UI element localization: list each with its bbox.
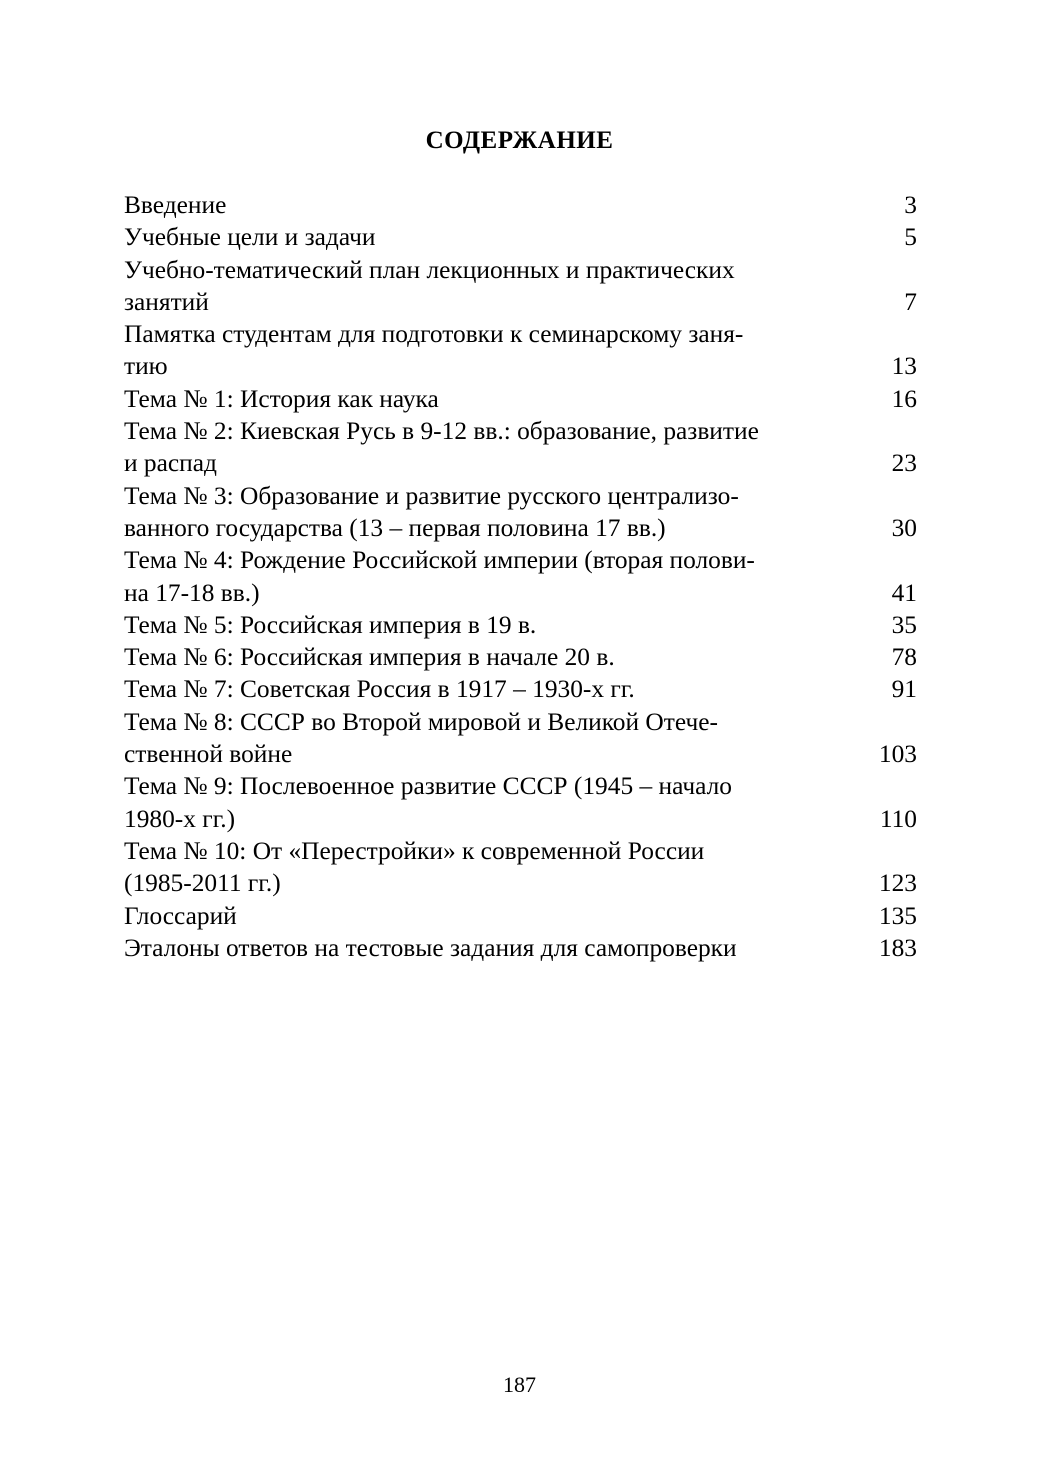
toc-entry-plan xyxy=(124,254,917,319)
toc-entry-text: Введение xyxy=(124,191,227,219)
toc-entry-page: 23 xyxy=(891,449,917,478)
page-title: СОДЕРЖАНИЕ xyxy=(425,127,614,154)
toc-entry-page: 13 xyxy=(891,352,917,381)
toc-entry-topic-2 xyxy=(124,415,917,480)
toc-entry-page: 3 xyxy=(904,191,917,219)
toc-entry-page: 30 xyxy=(891,513,917,542)
toc-entry-topic-10 xyxy=(124,835,917,900)
toc-entry-topic-7 xyxy=(124,673,917,705)
toc-entry-page: 5 xyxy=(904,223,917,252)
toc-entry-text: Учебно-тематический план лекционных и практических занятий xyxy=(124,255,735,316)
toc-entry-topic-4 xyxy=(124,544,917,609)
toc-entry-page: 41 xyxy=(891,578,917,607)
toc-entry-topic-1 xyxy=(124,383,917,415)
toc-entry-page: 16 xyxy=(891,384,917,413)
toc-entry-memo xyxy=(124,318,917,383)
toc-entry-text: Тема № 9: Послевоенное развитие СССР (1945 – начало 1980-х гг.) xyxy=(124,772,732,833)
toc-entry-topic-9 xyxy=(124,770,917,835)
toc-entry-glossary xyxy=(124,900,917,932)
toc-entry-page: 123 xyxy=(878,869,917,898)
toc-entry-page: 35 xyxy=(891,610,917,639)
toc-entry-text: Тема № 6: Российская империя в начале 20 в. xyxy=(124,643,615,672)
toc-entry-text: Тема № 7: Советская Россия в 1917 – 1930-х гг. xyxy=(124,675,635,704)
toc-entry-text: Памятка студентам для подготовки к семинарскому заня- тию xyxy=(124,320,744,381)
toc-entry-introduction xyxy=(124,189,917,221)
toc-entry-page: 78 xyxy=(891,643,917,672)
toc-entry-text: Тема № 10: От «Перестройки» к современной России (1985-2011 гг.) xyxy=(124,836,705,898)
table-of-contents xyxy=(124,189,917,964)
toc-entry-text: Эталоны ответов на тестовые задания для самопроверки xyxy=(124,933,737,962)
toc-entry-text: Тема № 2: Киевская Русь в 9-12 вв.: образование, развитие и распад xyxy=(124,417,759,478)
toc-entry-text: Учебные цели и задачи xyxy=(124,223,376,252)
toc-entry-topic-5 xyxy=(124,609,917,641)
toc-entry-topic-8 xyxy=(124,706,917,771)
toc-entry-text: Тема № 4: Рождение Российской империи (вторая полови- на 17-18 вв.) xyxy=(124,546,755,607)
page-number: 187 xyxy=(503,1372,536,1397)
toc-entry-text: Тема № 3: Образование и развитие русского централизо- ванного государства (13 – первая половина 17 вв.) xyxy=(124,481,739,542)
toc-entry-text: Тема № 8: СССР во Второй мировой и Великой Отече- ственной войне xyxy=(124,707,718,769)
toc-entry-answers xyxy=(124,932,917,964)
toc-entry-text: Глоссарий xyxy=(124,901,237,930)
toc-entry-page: 103 xyxy=(878,740,917,769)
toc-entry-page: 183 xyxy=(878,933,917,962)
toc-entry-goals xyxy=(124,221,917,253)
toc-entry-page: 110 xyxy=(879,804,917,833)
toc-entry-topic-3 xyxy=(124,480,917,545)
toc-entry-page: 91 xyxy=(891,675,917,704)
toc-entry-page: 135 xyxy=(878,901,917,930)
toc-entry-text: Тема № 1: История как наука xyxy=(124,384,439,413)
toc-entry-topic-6 xyxy=(124,641,917,673)
toc-entry-text: Тема № 5: Российская империя в 19 в. xyxy=(124,610,537,639)
toc-entry-page: 7 xyxy=(904,287,917,316)
